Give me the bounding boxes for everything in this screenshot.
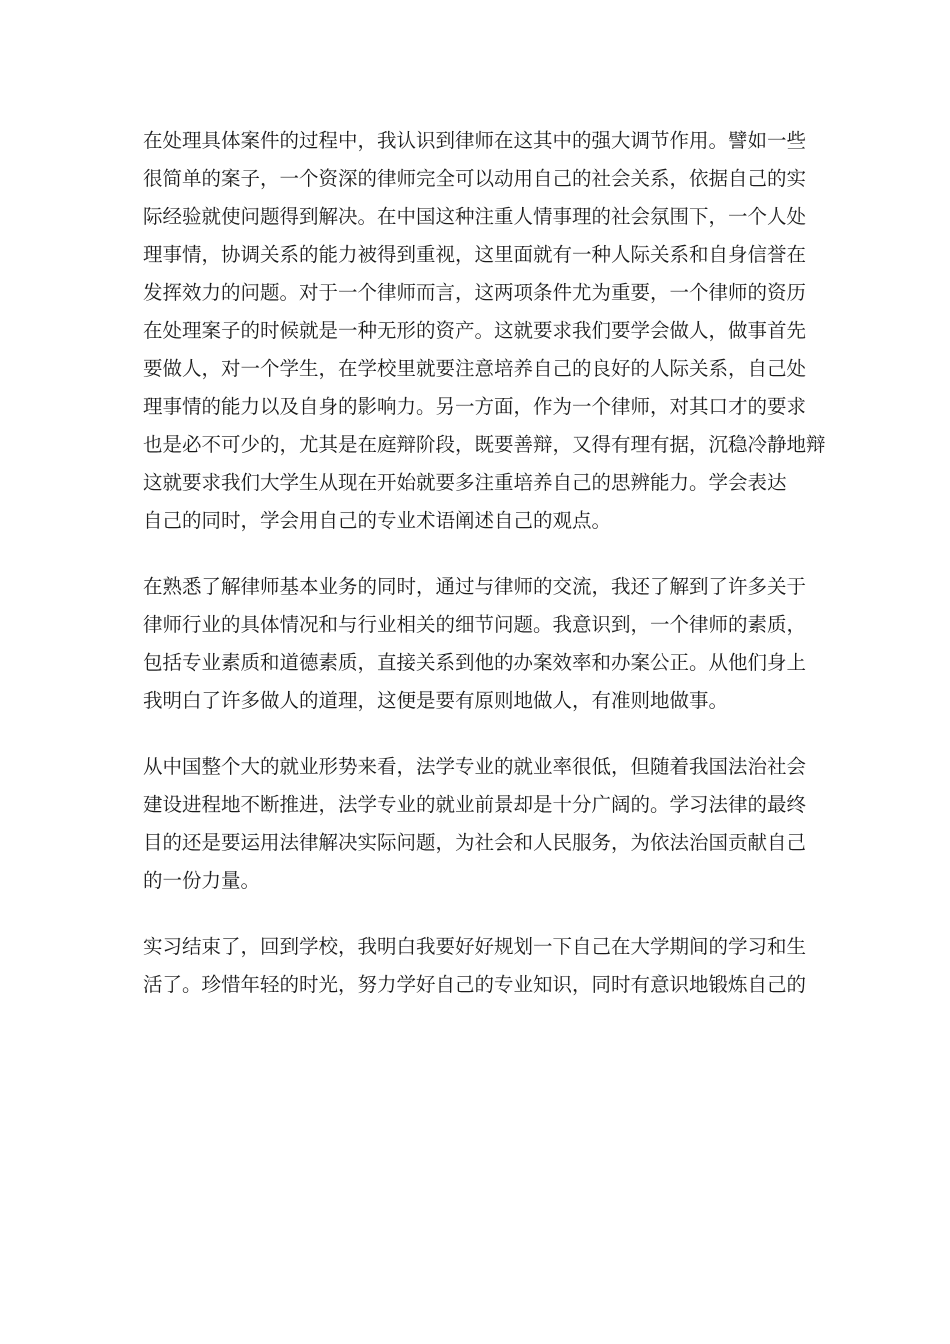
text-line: 理事情，协调关系的能力被得到重视，这里面就有一种人际关系和自身信誉在 [143, 243, 807, 266]
paragraph-internship-end [143, 928, 811, 1004]
text-line: 从中国整个大的就业形势来看，法学专业的就业率很低，但随着我国法治社会 [143, 755, 807, 778]
text-line: 很简单的案子，一个资深的律师完全可以动用自己的社会关系，依据自己的实 [143, 167, 807, 190]
text-line: 律师行业的具体情况和与行业相关的细节问题。我意识到，一个律师的素质， [143, 613, 807, 636]
text-line: 际经验就使问题得到解决。在中国这种注重人情事理的社会氛围下，一个人处 [143, 205, 807, 228]
paragraph-lawyer-role [143, 122, 826, 540]
text-line: 的一份力量。 [143, 869, 261, 892]
text-line: 在处理案子的时候就是一种无形的资产。这就要求我们要学会做人，做事首先 [143, 319, 807, 342]
text-line: 目的还是要运用法律解决实际问题，为社会和人民服务，为依法治国贡献自己 [143, 831, 807, 854]
text-line: 包括专业素质和道德素质，直接关系到他的办案效率和办案公正。从他们身上 [143, 651, 807, 674]
text-line: 实习结束了，回到学校，我明白我要好好规划一下自己在大学期间的学习和生 [143, 935, 807, 958]
document-body [143, 122, 826, 1004]
paragraph-spacer [143, 720, 811, 748]
text-line: 活了。珍惜年轻的时光，努力学好自己的专业知识，同时有意识地锻炼自己的 [143, 973, 807, 996]
paragraph-spacer [143, 540, 811, 568]
text-line: 我明白了许多做人的道理，这便是要有原则地做人，有准则地做事。 [143, 689, 729, 712]
text-line: 发挥效力的问题。对于一个律师而言，这两项条件尤为重要，一个律师的资历 [143, 281, 807, 304]
text-line: 也是必不可少的，尤其是在庭辩阶段，既要善辩，又得有理有据，沉稳冷静地辩 [143, 433, 826, 456]
text-line: 理事情的能力以及自身的影响力。另一方面，作为一个律师，对其口才的要求 [143, 395, 807, 418]
paragraph-spacer [143, 900, 811, 928]
text-line: 建设进程地不断推进，法学专业的就业前景却是十分广阔的。学习法律的最终 [143, 793, 807, 816]
text-line: 自己的同时，学会用自己的专业术语阐述自己的观点。 [143, 509, 612, 532]
text-line: 在处理具体案件的过程中，我认识到律师在这其中的强大调节作用。譬如一些 [143, 129, 807, 152]
text-line: 在熟悉了解律师基本业务的同时，通过与律师的交流，我还了解到了许多关于 [143, 575, 807, 598]
text-line: 这就要求我们大学生从现在开始就要多注重培养自己的思辨能力。学会表达 [143, 471, 787, 494]
text-line: 要做人，对一个学生，在学校里就要注意培养自己的良好的人际关系，自己处 [143, 357, 807, 380]
paragraph-lawyer-qualities [143, 568, 811, 720]
paragraph-employment-outlook [143, 748, 811, 900]
